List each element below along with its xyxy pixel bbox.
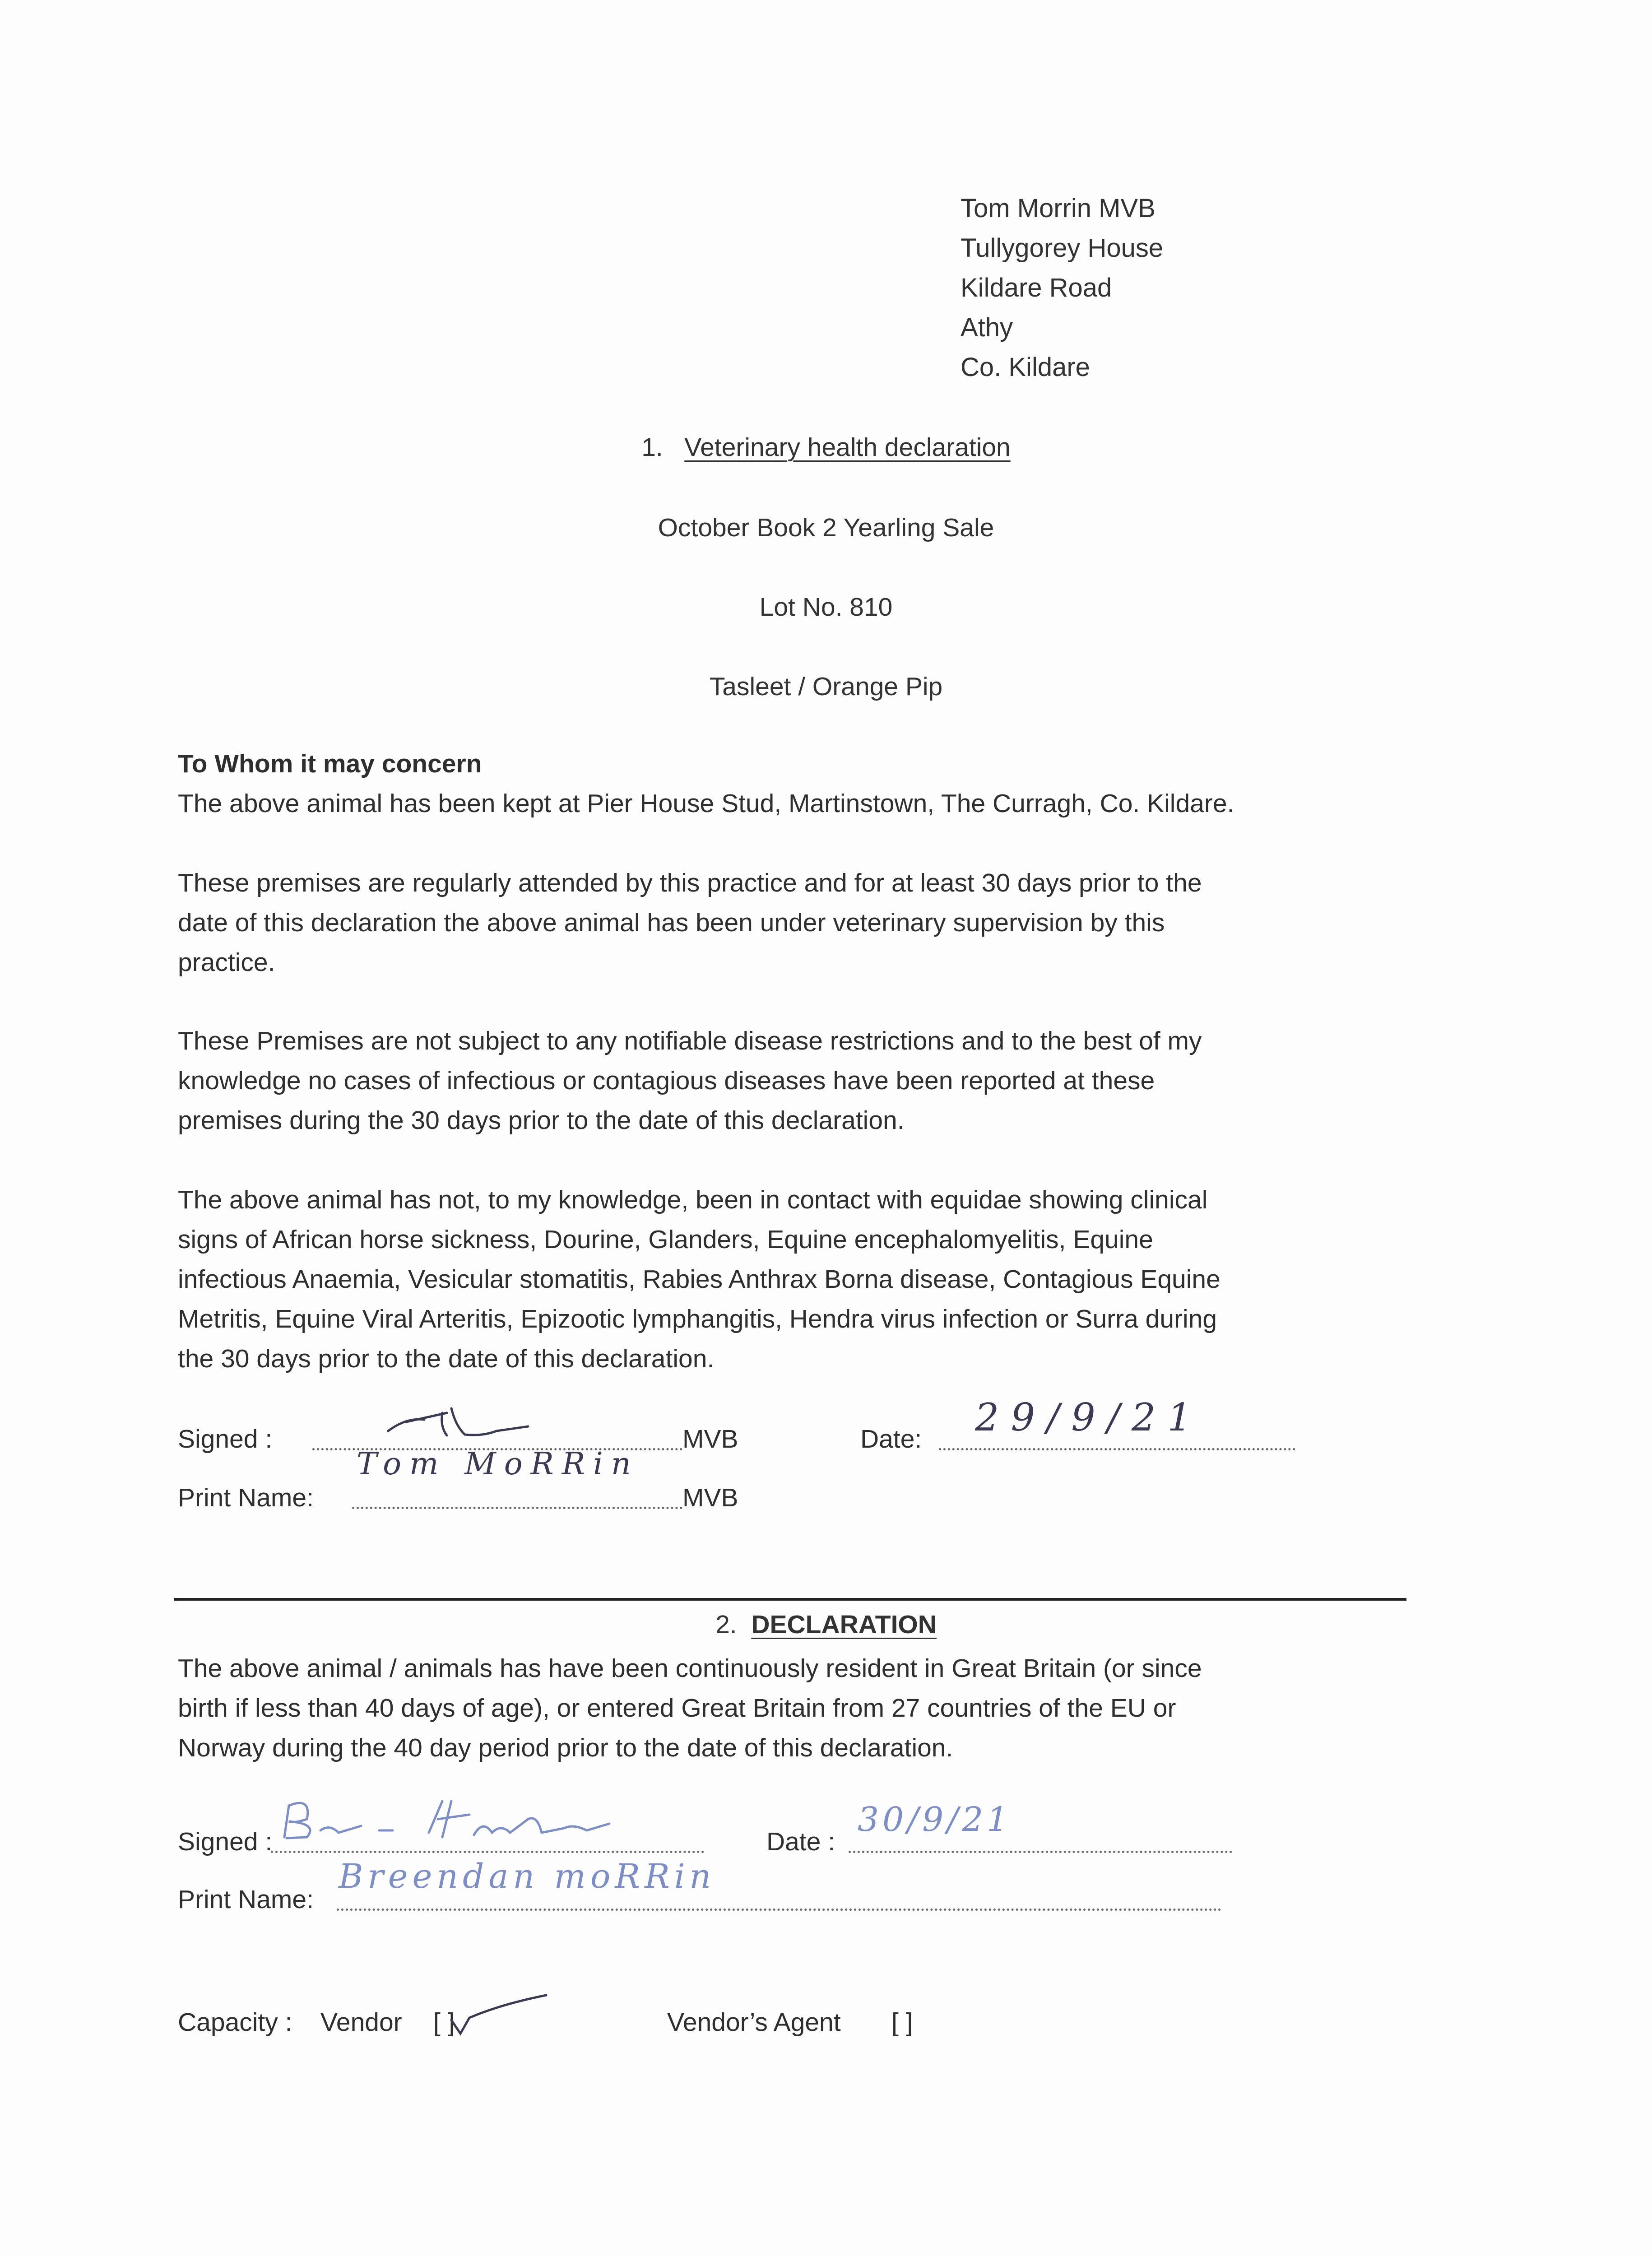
vendor-print-handwritten: Breendan moRRin (339, 1857, 716, 1896)
address-line: Tullygorey House (961, 233, 1164, 263)
section2-title: DECLARATION (751, 1610, 937, 1639)
vet-print-suffix: MVB (682, 1483, 738, 1512)
vendor-signature-line (271, 1851, 704, 1853)
address-line: Kildare Road (961, 273, 1112, 302)
vet-print-label: Print Name: (178, 1483, 314, 1512)
vet-signed-label: Signed : (178, 1425, 273, 1454)
section1-title: Veterinary health declaration (684, 433, 1011, 462)
vendor-tick-mark (438, 1986, 555, 2040)
animal-name: Tasleet / Orange Pip (709, 672, 943, 701)
vet-signed-suffix: MVB (682, 1425, 738, 1454)
sale-name: October Book 2 Yearling Sale (658, 513, 994, 542)
section2-number: 2. (715, 1610, 737, 1639)
vendor-print-label: Print Name: (178, 1885, 314, 1914)
vet-address (961, 189, 1163, 387)
vet-print-line (352, 1507, 682, 1509)
lot-number: Lot No. 810 (759, 593, 893, 622)
salutation: To Whom it may concern (178, 749, 482, 778)
address-line: Tom Morrin MVB (961, 194, 1155, 223)
capacity-label: Capacity : (178, 2008, 292, 2037)
vendor-date-handwritten: 30/9/21 (858, 1800, 1012, 1839)
capacity-vendor-label: Vendor (320, 2008, 402, 2037)
vendor-print-line (337, 1909, 1221, 1911)
paragraph-restrictions: These Premises are not subject to any notifiable disease restrictions and to the best of my knowledge no cases of infectious or contagious diseases have been reported at these premises during the 30 days prior to the date of this declaration. (178, 1026, 1202, 1135)
paragraph-premises: The above animal has been kept at Pier House Stud, Martinstown, The Curragh, Co. Kildare. (178, 789, 1234, 818)
section2-heading (0, 1610, 1652, 1639)
address-line: Athy (961, 313, 1013, 342)
section1-number: 1. (641, 433, 663, 462)
vet-date-handwritten: 29/9/21 (975, 1395, 1203, 1440)
declaration-text: The above animal / animals has have been continuously resident in Great Britain (or since birth if less than 40 days of age), or entered Great Britain from 27 countries of the EU or Norway during the 40 day period prior to the date of this declaration. (178, 1654, 1202, 1762)
capacity-agent-label: Vendor’s Agent (667, 2008, 841, 2037)
section1-heading (0, 432, 1652, 462)
section-divider (174, 1598, 1406, 1601)
address-line: Co. Kildare (961, 353, 1090, 382)
paragraph-diseases: The above animal has not, to my knowledge, been in contact with equidae showing clinical signs of African horse sickness, Dourine, Glanders, Equine encephalomyelitis, Equine infectious Anaemia, Vesicular stomatitis, Rabies Anthrax Borna disease, Contagious Equine Metritis, Equine Viral Arteritis, Epizootic lymphangitis, Hendra virus infection or Surra during the 30 days prior to the date of this declaration. (178, 1185, 1220, 1373)
paragraph-supervision: These premises are regularly attended by this practice and for at least 30 days prior to the date of this declaration the above animal has been under veterinary supervision by this practice. (178, 868, 1202, 977)
vendor-date-line (849, 1851, 1232, 1853)
vendor-signed-label: Signed : (178, 1827, 273, 1856)
capacity-vendor-checkbox[interactable]: [ ] (433, 2008, 455, 2037)
vet-date-line (939, 1448, 1295, 1450)
vet-print-handwritten: Tom MoRRin (357, 1446, 639, 1482)
vet-date-label: Date: (860, 1425, 922, 1454)
vendor-date-label: Date : (766, 1827, 835, 1856)
vendor-signature (275, 1788, 673, 1851)
capacity-agent-checkbox[interactable]: [ ] (891, 2008, 913, 2037)
vet-signature (379, 1399, 551, 1449)
